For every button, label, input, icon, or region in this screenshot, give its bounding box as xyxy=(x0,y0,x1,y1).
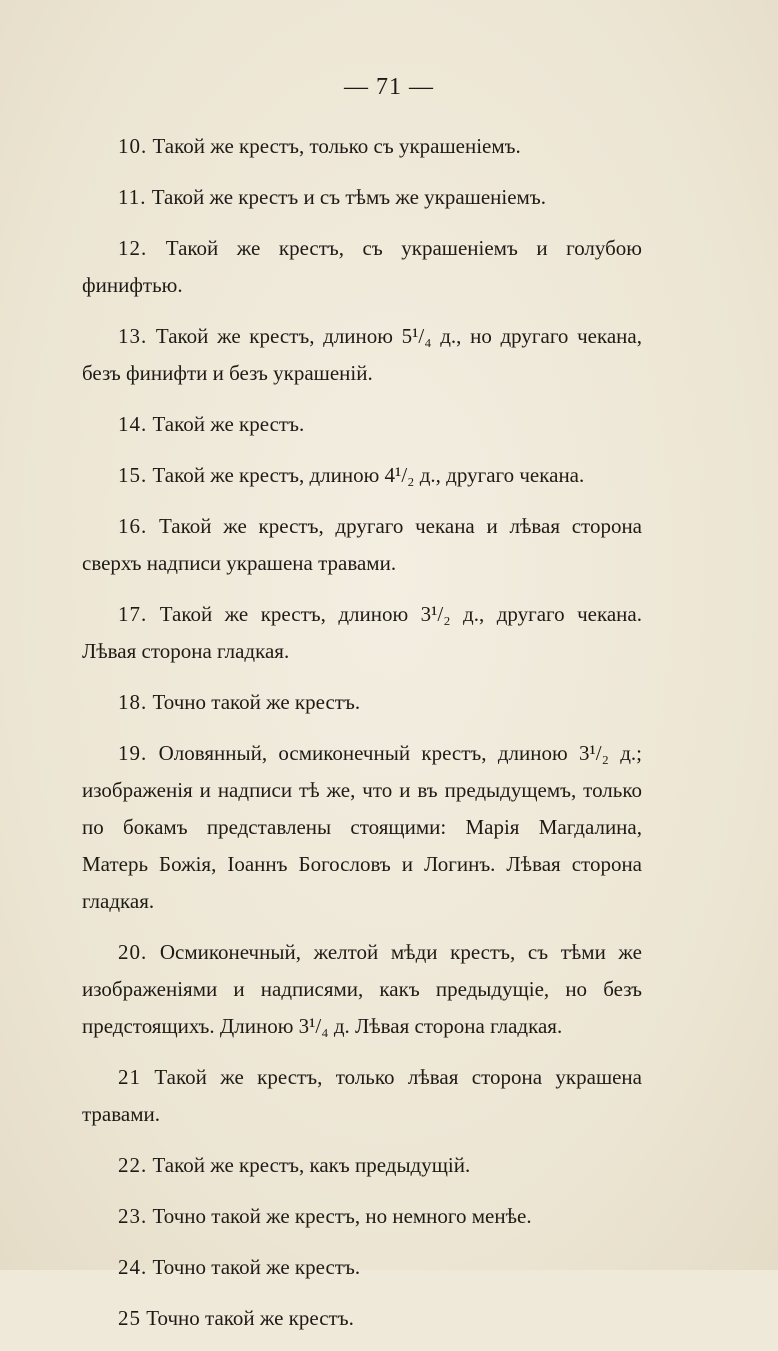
entry-number: 22. xyxy=(118,1153,148,1177)
catalog-entry xyxy=(82,1147,642,1184)
entry-text: Такой же крестъ, другаго чекана и лѣвая сторона сверхъ надписи украшена травами. xyxy=(82,514,642,575)
entry-text: Осмиконечный, желтой мѣди крестъ, съ тѣми же изображеніями и надписями, какъ предыдущіе, но безъ предстоящихъ. Длиною 3¹/₄ д. Лѣвая сторона гладкая. xyxy=(82,940,642,1038)
entry-text: Точно такой же крестъ. xyxy=(146,1306,354,1330)
catalog-entry xyxy=(82,684,642,721)
entry-text: Такой же крестъ. xyxy=(152,412,305,436)
page-number: — 71 — xyxy=(344,74,434,100)
entry-number: 13. xyxy=(118,324,148,348)
entry-number: 14. xyxy=(118,412,148,436)
entry-number: 23. xyxy=(118,1204,148,1228)
entry-number: 15. xyxy=(118,463,148,487)
entry-number: 24. xyxy=(118,1255,148,1279)
entry-text: Такой же крестъ, какъ предыдущій. xyxy=(152,1153,471,1177)
entry-text: Такой же крестъ и съ тѣмъ же украшеніемъ. xyxy=(151,185,546,209)
entry-text: Такой же крестъ, длиною 5¹/₄ д., но другаго чекана, безъ финифти и безъ украшеній. xyxy=(82,324,642,385)
catalog-entry xyxy=(82,128,642,165)
entry-number: 18. xyxy=(118,690,148,714)
entry-number: 21 xyxy=(118,1065,141,1089)
entry-text: Такой же крестъ, длиною 4¹/₂ д., другаго чекана. xyxy=(152,463,585,487)
entry-text: Оловянный, осмиконечный крестъ, длиною 3¹/₂ д.; изображенія и надписи тѣ же, что и въ предыдущемъ, только по бокамъ представлены стоящими: Марія Магдалина, Матерь Божія, Іоаннъ Богословъ и Логинъ. Лѣвая сторона гладкая. xyxy=(82,741,642,913)
entry-number: 20. xyxy=(118,940,148,964)
entry-number: 11. xyxy=(118,185,147,209)
catalog-entry xyxy=(82,230,642,304)
entry-text: Точно такой же крестъ. xyxy=(152,1255,361,1279)
catalog-entry xyxy=(82,1059,642,1133)
entry-text: Точно такой же крестъ. xyxy=(152,690,361,714)
entry-number: 25 xyxy=(118,1306,141,1330)
entry-number: 12. xyxy=(118,236,148,260)
catalog-entry xyxy=(82,508,642,582)
catalog-entry xyxy=(82,406,642,443)
entry-number: 10. xyxy=(118,134,148,158)
entry-text: Такой же крестъ, только съ украшеніемъ. xyxy=(152,134,521,158)
catalog-entry xyxy=(82,1249,642,1286)
catalog-entry xyxy=(82,934,642,1045)
catalog-entry xyxy=(82,1300,642,1337)
entry-number: 19. xyxy=(118,741,148,765)
entry-text: Точно такой же крестъ, но немного менѣе. xyxy=(152,1204,532,1228)
entry-text: Такой же крестъ, длиною 3¹/₂ д., другаго чекана. Лѣвая сторона гладкая. xyxy=(82,602,642,663)
entry-text: Такой же крестъ, съ украшеніемъ и голубою финифтью. xyxy=(82,236,642,297)
catalog-entry xyxy=(82,179,642,216)
entry-text: Такой же крестъ, только лѣвая сторона украшена травами. xyxy=(82,1065,642,1126)
catalog-entries xyxy=(82,128,642,1351)
entry-number: 16. xyxy=(118,514,148,538)
catalog-entry xyxy=(82,735,642,920)
entry-number: 17. xyxy=(118,602,148,626)
catalog-entry xyxy=(82,1198,642,1235)
catalog-entry xyxy=(82,457,642,494)
catalog-entry xyxy=(82,318,642,392)
catalog-entry xyxy=(82,596,642,670)
